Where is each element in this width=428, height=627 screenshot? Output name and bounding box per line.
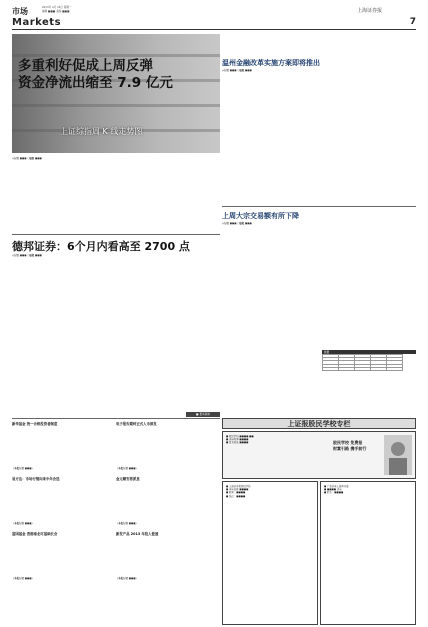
divider <box>222 206 416 207</box>
brief-body <box>116 481 220 521</box>
lead-body-col <box>80 160 144 232</box>
school-promo <box>222 431 416 479</box>
right-body-1 <box>222 73 416 203</box>
brief-body <box>116 536 220 576</box>
school-info: ■ 股民学校 ■■■■ ■■ ■ 讲座时间 ■■■■ ■ 报名地址 ■■■■ <box>226 435 254 445</box>
markets-label: Markets <box>12 17 62 28</box>
issue-date: 2013年 4月 16日 星期一 编辑 ■■■ 美编 ■■■ <box>42 6 72 13</box>
lead-body-col <box>12 160 76 232</box>
right-body-2 <box>222 226 416 346</box>
page-header <box>12 6 416 15</box>
brief-source: （本报记者 ■■■） <box>12 577 34 580</box>
brief-source: （本报记者 ■■■） <box>12 467 34 470</box>
right-headline-2: 上周大宗交易额有所下降 <box>222 212 299 220</box>
brief-source: （本报记者 ■■■） <box>116 522 138 525</box>
photo-row <box>12 104 220 107</box>
data-table <box>322 350 416 371</box>
brief-title: 新华基金 统一合格投资者制度 <box>12 422 58 426</box>
school-promo-text: 股民学校 免费报 财富引路 携手前行 <box>333 440 367 451</box>
ad-column-left <box>222 481 318 625</box>
brief-title: 富国基金 香港南北可基础长会 <box>12 532 58 536</box>
ad-list: ■ 广发证券上海营业部 ■ ■■■■ 讲座 ■ 联系：■■■■ <box>324 485 349 495</box>
paper-name: 上海证券报 <box>356 8 382 14</box>
section-name: 市场 <box>12 7 28 16</box>
brief-source: （本报记者 ■■■） <box>12 522 34 525</box>
brief-body <box>12 536 112 576</box>
lead-byline: ◎记者 ■■■ ○编辑 ■■■ <box>12 157 42 160</box>
page-number: 7 <box>409 17 416 27</box>
right-byline-2: ◎记者 ■■■ ○编辑 ■■■ <box>222 222 252 225</box>
brief-body <box>116 426 220 466</box>
divider <box>12 234 220 235</box>
brief-body <box>12 426 112 466</box>
ad-column-right <box>320 481 416 625</box>
ad-list: ■ 上海证券报股民学校 ■ 讲座安排 ■■■■ ■ 时间：■■■■ ■ 地点：■■■■ <box>226 485 251 498</box>
brief-title: 易方达：市场行情向来中年会选 <box>12 477 60 481</box>
school-title: 上证报股民学校专栏 <box>222 418 416 429</box>
divider <box>12 418 220 419</box>
second-headline: 德邦证券：6个月内看高至 2700 点 <box>12 240 190 253</box>
lead-headline: 多重利好促成上周反弹 资金净流出缩至 7.9 亿元 <box>18 58 173 91</box>
photo-row <box>12 54 220 57</box>
second-body <box>12 257 220 407</box>
right-byline-1: ◎记者 ■■■ ○编辑 ■■■ <box>222 69 252 72</box>
lead-body-col <box>148 160 220 232</box>
brief-source: （本报记者 ■■■） <box>116 467 138 470</box>
lecturer-photo <box>384 435 412 475</box>
brief-body <box>12 481 112 521</box>
brief-title: 金元顺安将派息 <box>116 477 140 481</box>
data-grid <box>322 354 403 371</box>
brief-title: 电子报告期转正式入市深发 <box>116 422 157 426</box>
second-byline: ◎记者 ■■■ ○编辑 ■■■ <box>12 254 42 257</box>
right-headline-1: 温州金融改革实施方案即将推出 <box>222 59 320 67</box>
brief-title: 新发产品 2013 年投入使速 <box>116 532 159 536</box>
photo-caption: 上证综指周 K 线走势图 <box>60 127 143 136</box>
briefs-col-right <box>116 421 220 626</box>
table-title: 数据 <box>322 350 416 354</box>
brief-source: （本报记者 ■■■） <box>116 577 138 580</box>
more-news-bar: ■ 更多新闻 <box>186 412 220 417</box>
markets-banner <box>12 17 416 30</box>
briefs-col-left <box>12 421 112 626</box>
